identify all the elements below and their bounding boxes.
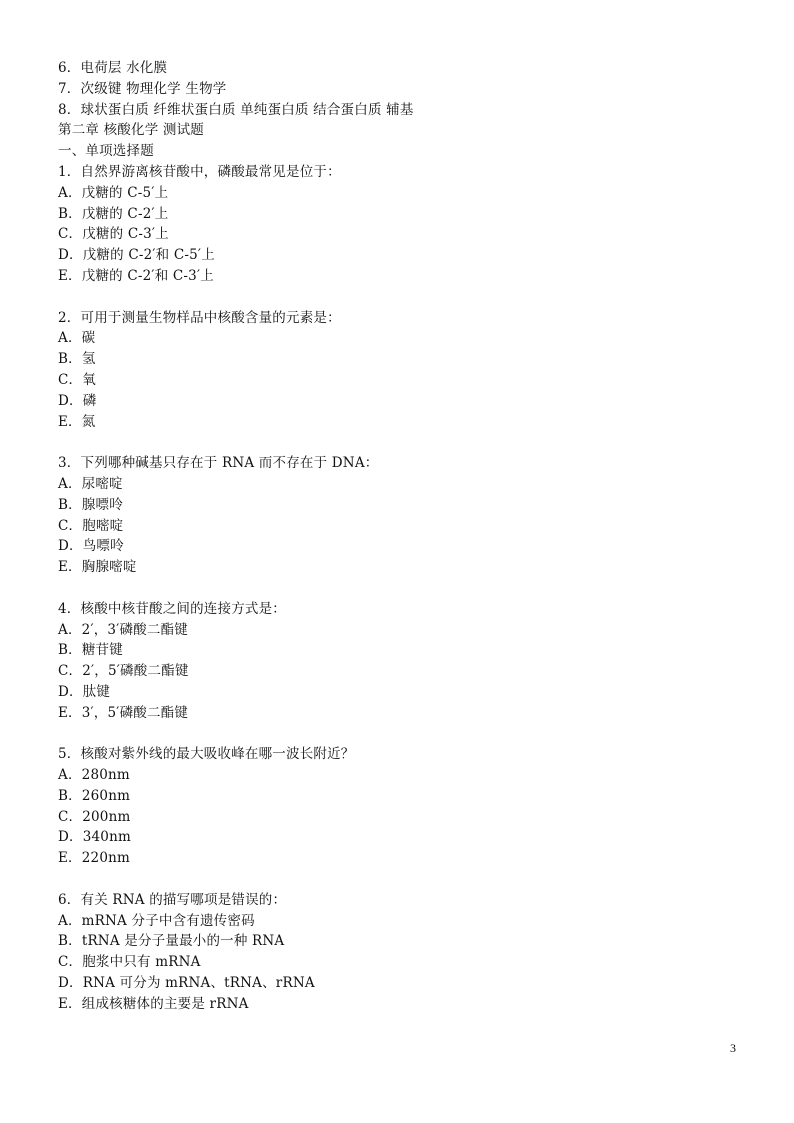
option-d: D．340nm (58, 829, 131, 846)
option-e: E．组成核糖体的主要是 rRNA (58, 995, 249, 1012)
option-a: A．280nm (58, 767, 130, 784)
blank-line (58, 724, 748, 745)
option-e: E．胸腺嘧啶 (58, 559, 137, 576)
option-b: B．tRNA 是分子量最小的一种 RNA (58, 933, 285, 950)
option-a: A．mRNA 分子中含有遗传密码 (58, 912, 255, 929)
text-line: 7．次级键 物理化学 生物学 (58, 80, 227, 97)
question-1: 1．自然界游离核苷酸中，磷酸最常见是位于： (58, 163, 341, 180)
option-e: E．戊糖的 C-2′和 C-3′上 (58, 267, 214, 284)
option-c: C．200nm (58, 808, 131, 825)
blank-line (58, 578, 748, 599)
chapter-title: 第二章 核酸化学 测试题 (58, 122, 204, 139)
option-d: D．戊糖的 C-2′和 C-5′上 (58, 247, 215, 264)
question-6: 6．有关 RNA 的描写哪项是错误的： (58, 891, 287, 908)
option-e: E．氮 (58, 413, 96, 430)
option-c: C．戊糖的 C-3′上 (58, 226, 169, 243)
document-body (58, 58, 748, 1015)
option-d: D．肽键 (58, 683, 111, 700)
option-b: B．氢 (58, 351, 96, 368)
option-b: B．260nm (58, 787, 131, 804)
option-b: B．腺嘌呤 (58, 496, 123, 513)
blank-line (58, 287, 748, 308)
option-d: D．RNA 可分为 mRNA、tRNA、rRNA (58, 975, 315, 992)
option-a: A．戊糖的 C-5′上 (58, 184, 169, 201)
option-d: D．磷 (58, 392, 97, 409)
option-c: C．2′，5′磷酸二酯键 (58, 663, 189, 680)
question-4: 4．核酸中核苷酸之间的连接方式是： (58, 600, 286, 617)
option-c: C．胞浆中只有 mRNA (58, 954, 201, 971)
text-line: 8．球状蛋白质 纤维状蛋白质 单纯蛋白质 结合蛋白质 辅基 (58, 101, 414, 118)
option-d: D．鸟嘌呤 (58, 538, 124, 555)
option-a: A．2′，3′磷酸二酯键 (58, 621, 188, 638)
option-b: B．戊糖的 C-2′上 (58, 205, 169, 222)
section-heading: 一、单项选择题 (58, 143, 154, 160)
option-e: E．220nm (58, 850, 131, 867)
option-a: A．尿嘧啶 (58, 475, 123, 492)
option-c: C．胞嘧啶 (58, 517, 124, 534)
text-line: 6．电荷层 水化膜 (58, 60, 168, 76)
question-3: 3．下列哪种碱基只存在于 RNA 而不存在于 DNA： (58, 455, 379, 472)
blank-line (58, 869, 748, 890)
option-b: B．糖苷键 (58, 642, 123, 659)
option-e: E．3′，5′磷酸二酯键 (58, 704, 189, 721)
page-number: 3 (730, 1041, 736, 1055)
question-2: 2．可用于测量生物样品中核酸含量的元素是： (58, 309, 341, 326)
option-a: A．碳 (58, 330, 96, 347)
question-5: 5．核酸对紫外线的最大吸收峰在哪一波长附近？ (58, 746, 355, 763)
blank-line (58, 432, 748, 453)
option-c: C．氧 (58, 371, 96, 388)
